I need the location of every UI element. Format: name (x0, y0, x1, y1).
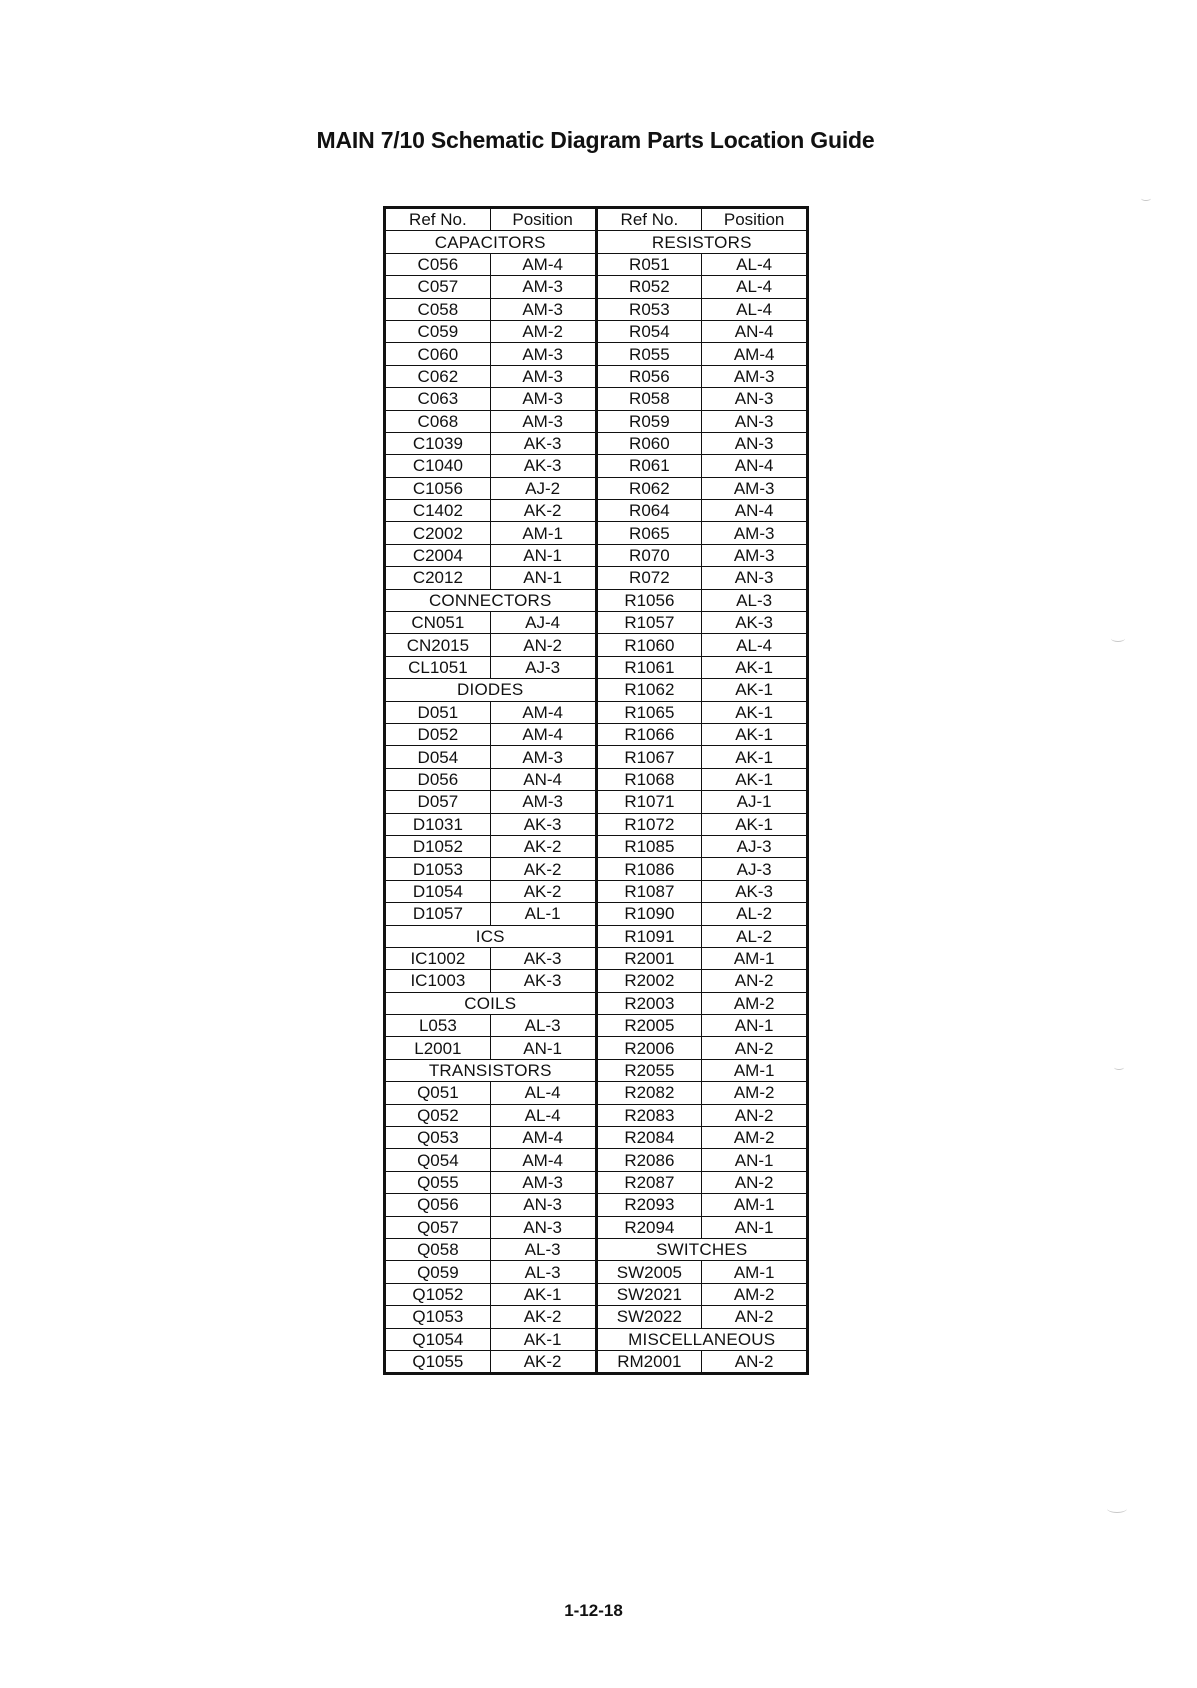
ref-no-cell: D1057 (385, 903, 491, 925)
table-row (385, 253, 808, 275)
ref-no-cell: Q056 (385, 1194, 491, 1216)
table-row (385, 1238, 808, 1260)
position-cell: AN-2 (490, 634, 596, 656)
table-row (385, 880, 808, 902)
ref-no-cell: SW2021 (596, 1283, 702, 1305)
position-cell: AL-2 (702, 903, 808, 925)
ref-no-cell: R070 (596, 544, 702, 566)
position-cell: AN-4 (702, 500, 808, 522)
ref-no-cell: CL1051 (385, 656, 491, 678)
section-header: TRANSISTORS (385, 1059, 597, 1081)
table-row (385, 298, 808, 320)
position-cell: AM-3 (490, 746, 596, 768)
position-cell: AK-3 (490, 970, 596, 992)
ref-no-cell: L053 (385, 1015, 491, 1037)
position-cell: AN-3 (490, 1216, 596, 1238)
ref-no-cell: C062 (385, 365, 491, 387)
position-cell: AK-2 (490, 1306, 596, 1328)
position-cell: AM-2 (702, 1127, 808, 1149)
ref-no-cell: D057 (385, 791, 491, 813)
ref-no-cell: R2094 (596, 1216, 702, 1238)
parts-location-table (383, 206, 809, 1375)
ref-no-cell: IC1002 (385, 947, 491, 969)
ref-no-cell: R055 (596, 343, 702, 365)
position-cell: AN-1 (490, 1037, 596, 1059)
table-row (385, 1104, 808, 1126)
position-cell: AN-4 (702, 320, 808, 342)
position-cell: AL-4 (490, 1082, 596, 1104)
table-row (385, 1283, 808, 1305)
position-cell: AL-4 (702, 298, 808, 320)
table-row (385, 477, 808, 499)
position-cell: AL-1 (490, 903, 596, 925)
position-cell: AM-3 (490, 298, 596, 320)
scan-speck (1114, 1065, 1124, 1070)
position-cell: AK-1 (702, 701, 808, 723)
table-row (385, 1059, 808, 1081)
page-title: MAIN 7/10 Schematic Diagram Parts Location Guide (316, 127, 875, 153)
ref-no-cell: Q058 (385, 1238, 491, 1260)
ref-no-cell: D1031 (385, 813, 491, 835)
position-cell: AN-2 (702, 1104, 808, 1126)
ref-no-cell: R1056 (596, 589, 702, 611)
table-row (385, 544, 808, 566)
table-row (385, 500, 808, 522)
ref-no-cell: C059 (385, 320, 491, 342)
ref-no-cell: R1086 (596, 858, 702, 880)
ref-no-cell: R2083 (596, 1104, 702, 1126)
section-header: SWITCHES (596, 1238, 808, 1260)
position-cell: AM-3 (490, 791, 596, 813)
position-cell: AN-1 (702, 1149, 808, 1171)
table-row (385, 320, 808, 342)
ref-no-cell: C060 (385, 343, 491, 365)
position-cell: AK-2 (490, 1350, 596, 1373)
position-cell: AJ-1 (702, 791, 808, 813)
ref-no-cell: Q1055 (385, 1350, 491, 1373)
position-cell: AK-1 (702, 813, 808, 835)
position-cell: AM-1 (702, 947, 808, 969)
column-header-position: Position (490, 208, 596, 231)
position-cell: AK-3 (702, 612, 808, 634)
ref-no-cell: R059 (596, 410, 702, 432)
position-cell: AJ-3 (490, 656, 596, 678)
position-cell: AM-3 (702, 477, 808, 499)
position-cell: AK-1 (702, 656, 808, 678)
position-cell: AN-2 (702, 1037, 808, 1059)
position-cell: AN-3 (702, 567, 808, 589)
section-header: COILS (385, 992, 597, 1014)
ref-no-cell: C057 (385, 276, 491, 298)
table-row (385, 1194, 808, 1216)
position-cell: AM-3 (702, 365, 808, 387)
table-row (385, 567, 808, 589)
ref-no-cell: C063 (385, 388, 491, 410)
table-row (385, 813, 808, 835)
page-number: 1-12-18 (564, 1601, 623, 1620)
ref-no-cell: R1065 (596, 701, 702, 723)
ref-no-cell: C058 (385, 298, 491, 320)
position-cell: AM-3 (490, 343, 596, 365)
table-row (385, 1350, 808, 1373)
ref-no-cell: R1085 (596, 835, 702, 857)
position-cell: AM-1 (490, 522, 596, 544)
position-cell: AK-2 (490, 500, 596, 522)
ref-no-cell: R2001 (596, 947, 702, 969)
table-row (385, 701, 808, 723)
ref-no-cell: R060 (596, 432, 702, 454)
table-row (385, 835, 808, 857)
position-cell: AL-3 (702, 589, 808, 611)
ref-no-cell: R2006 (596, 1037, 702, 1059)
ref-no-cell: R065 (596, 522, 702, 544)
position-cell: AN-3 (702, 410, 808, 432)
section-header: MISCELLANEOUS (596, 1328, 808, 1350)
table-row (385, 791, 808, 813)
parts-table-body (385, 208, 808, 1374)
table-row (385, 612, 808, 634)
position-cell: AL-3 (490, 1015, 596, 1037)
table-row (385, 589, 808, 611)
position-cell: AM-2 (702, 1283, 808, 1305)
position-cell: AK-1 (490, 1283, 596, 1305)
table-row (385, 432, 808, 454)
position-cell: AM-3 (490, 365, 596, 387)
position-cell: AM-4 (490, 1127, 596, 1149)
table-row (385, 947, 808, 969)
position-cell: AK-3 (490, 455, 596, 477)
position-cell: AK-2 (490, 880, 596, 902)
ref-no-cell: Q1054 (385, 1328, 491, 1350)
table-row (385, 858, 808, 880)
ref-no-cell: C056 (385, 253, 491, 275)
table-row (385, 723, 808, 745)
position-cell: AJ-3 (702, 858, 808, 880)
ref-no-cell: R054 (596, 320, 702, 342)
table-row (385, 208, 808, 231)
table-row (385, 634, 808, 656)
table-row (385, 768, 808, 790)
ref-no-cell: D1052 (385, 835, 491, 857)
table-row (385, 1149, 808, 1171)
table-row (385, 1216, 808, 1238)
position-cell: AN-4 (490, 768, 596, 790)
ref-no-cell: Q1052 (385, 1283, 491, 1305)
ref-no-cell: R061 (596, 455, 702, 477)
ref-no-cell: D1053 (385, 858, 491, 880)
ref-no-cell: D1054 (385, 880, 491, 902)
position-cell: AK-1 (702, 768, 808, 790)
ref-no-cell: R1061 (596, 656, 702, 678)
ref-no-cell: Q054 (385, 1149, 491, 1171)
position-cell: AM-3 (490, 276, 596, 298)
ref-no-cell: Q059 (385, 1261, 491, 1283)
section-header: CONNECTORS (385, 589, 597, 611)
ref-no-cell: D052 (385, 723, 491, 745)
ref-no-cell: Q057 (385, 1216, 491, 1238)
position-cell: AL-4 (702, 253, 808, 275)
ref-no-cell: C2004 (385, 544, 491, 566)
ref-no-cell: R1072 (596, 813, 702, 835)
position-cell: AM-2 (702, 1082, 808, 1104)
table-row (385, 410, 808, 432)
scan-speck (1111, 635, 1125, 642)
table-row (385, 970, 808, 992)
ref-no-cell: C2002 (385, 522, 491, 544)
position-cell: AK-2 (490, 858, 596, 880)
position-cell: AL-2 (702, 925, 808, 947)
position-cell: AJ-4 (490, 612, 596, 634)
column-header-ref-no: Ref No. (385, 208, 491, 231)
position-cell: AM-3 (490, 1171, 596, 1193)
ref-no-cell: R1068 (596, 768, 702, 790)
ref-no-cell: R064 (596, 500, 702, 522)
ref-no-cell: C2012 (385, 567, 491, 589)
ref-no-cell: SW2005 (596, 1261, 702, 1283)
position-cell: AN-2 (702, 1171, 808, 1193)
scan-speck (1141, 196, 1151, 201)
ref-no-cell: CN051 (385, 612, 491, 634)
position-cell: AN-1 (490, 567, 596, 589)
position-cell: AM-3 (490, 388, 596, 410)
ref-no-cell: C1039 (385, 432, 491, 454)
position-cell: AM-4 (490, 1149, 596, 1171)
table-row (385, 925, 808, 947)
ref-no-cell: D056 (385, 768, 491, 790)
position-cell: AL-4 (702, 276, 808, 298)
section-header: ICS (385, 925, 597, 947)
table-row (385, 679, 808, 701)
ref-no-cell: R052 (596, 276, 702, 298)
position-cell: AN-2 (702, 1306, 808, 1328)
position-cell: AM-2 (490, 320, 596, 342)
ref-no-cell: R2003 (596, 992, 702, 1014)
ref-no-cell: R1090 (596, 903, 702, 925)
table-row (385, 1015, 808, 1037)
position-cell: AN-4 (702, 455, 808, 477)
ref-no-cell: Q052 (385, 1104, 491, 1126)
position-cell: AL-3 (490, 1261, 596, 1283)
ref-no-cell: C068 (385, 410, 491, 432)
ref-no-cell: R1067 (596, 746, 702, 768)
ref-no-cell: R056 (596, 365, 702, 387)
ref-no-cell: R2086 (596, 1149, 702, 1171)
column-header-position: Position (702, 208, 808, 231)
position-cell: AK-3 (490, 813, 596, 835)
table-row (385, 1261, 808, 1283)
position-cell: AK-1 (490, 1328, 596, 1350)
position-cell: AL-4 (490, 1104, 596, 1126)
ref-no-cell: R1062 (596, 679, 702, 701)
ref-no-cell: R2055 (596, 1059, 702, 1081)
table-row (385, 343, 808, 365)
position-cell: AN-1 (702, 1015, 808, 1037)
ref-no-cell: Q1053 (385, 1306, 491, 1328)
table-row (385, 522, 808, 544)
ref-no-cell: R2002 (596, 970, 702, 992)
ref-no-cell: CN2015 (385, 634, 491, 656)
position-cell: AK-3 (702, 880, 808, 902)
ref-no-cell: Q055 (385, 1171, 491, 1193)
position-cell: AM-1 (702, 1194, 808, 1216)
position-cell: AK-1 (702, 746, 808, 768)
ref-no-cell: D054 (385, 746, 491, 768)
ref-no-cell: C1402 (385, 500, 491, 522)
ref-no-cell: Q053 (385, 1127, 491, 1149)
position-cell: AN-3 (490, 1194, 596, 1216)
ref-no-cell: R1091 (596, 925, 702, 947)
position-cell: AK-2 (490, 835, 596, 857)
ref-no-cell: R1060 (596, 634, 702, 656)
position-cell: AJ-3 (702, 835, 808, 857)
table-row (385, 992, 808, 1014)
position-cell: AN-3 (702, 388, 808, 410)
table-row (385, 903, 808, 925)
section-header: CAPACITORS (385, 231, 597, 253)
position-cell: AK-3 (490, 432, 596, 454)
table-row (385, 1328, 808, 1350)
position-cell: AL-3 (490, 1238, 596, 1260)
section-header: RESISTORS (596, 231, 808, 253)
ref-no-cell: R072 (596, 567, 702, 589)
ref-no-cell: R053 (596, 298, 702, 320)
position-cell: AK-3 (490, 947, 596, 969)
ref-no-cell: R2082 (596, 1082, 702, 1104)
ref-no-cell: R1057 (596, 612, 702, 634)
ref-no-cell: L2001 (385, 1037, 491, 1059)
ref-no-cell: D051 (385, 701, 491, 723)
position-cell: AM-1 (702, 1261, 808, 1283)
table-row (385, 455, 808, 477)
position-cell: AM-4 (702, 343, 808, 365)
ref-no-cell: R058 (596, 388, 702, 410)
section-header: DIODES (385, 679, 597, 701)
position-cell: AM-2 (702, 992, 808, 1014)
ref-no-cell: C1040 (385, 455, 491, 477)
ref-no-cell: Q051 (385, 1082, 491, 1104)
ref-no-cell: IC1003 (385, 970, 491, 992)
table-row (385, 365, 808, 387)
position-cell: AM-1 (702, 1059, 808, 1081)
ref-no-cell: R051 (596, 253, 702, 275)
table-row (385, 1037, 808, 1059)
position-cell: AK-1 (702, 723, 808, 745)
table-row (385, 1171, 808, 1193)
ref-no-cell: R1066 (596, 723, 702, 745)
position-cell: AN-2 (702, 1350, 808, 1373)
table-row (385, 746, 808, 768)
position-cell: AM-4 (490, 701, 596, 723)
ref-no-cell: R2087 (596, 1171, 702, 1193)
ref-no-cell: R1071 (596, 791, 702, 813)
table-row (385, 1082, 808, 1104)
position-cell: AM-4 (490, 253, 596, 275)
table-row (385, 656, 808, 678)
ref-no-cell: R2084 (596, 1127, 702, 1149)
ref-no-cell: R062 (596, 477, 702, 499)
ref-no-cell: C1056 (385, 477, 491, 499)
position-cell: AK-1 (702, 679, 808, 701)
table-row (385, 1306, 808, 1328)
position-cell: AN-3 (702, 432, 808, 454)
position-cell: AM-3 (490, 410, 596, 432)
ref-no-cell: R2005 (596, 1015, 702, 1037)
position-cell: AL-4 (702, 634, 808, 656)
table-row (385, 276, 808, 298)
position-cell: AM-3 (702, 544, 808, 566)
position-cell: AM-3 (702, 522, 808, 544)
ref-no-cell: R1087 (596, 880, 702, 902)
ref-no-cell: SW2022 (596, 1306, 702, 1328)
position-cell: AJ-2 (490, 477, 596, 499)
table-row (385, 231, 808, 253)
position-cell: AN-2 (702, 970, 808, 992)
ref-no-cell: RM2001 (596, 1350, 702, 1373)
position-cell: AN-1 (702, 1216, 808, 1238)
table-row (385, 1127, 808, 1149)
table-row (385, 388, 808, 410)
scan-speck (1107, 1504, 1127, 1513)
position-cell: AM-4 (490, 723, 596, 745)
column-header-ref-no: Ref No. (596, 208, 702, 231)
position-cell: AN-1 (490, 544, 596, 566)
ref-no-cell: R2093 (596, 1194, 702, 1216)
